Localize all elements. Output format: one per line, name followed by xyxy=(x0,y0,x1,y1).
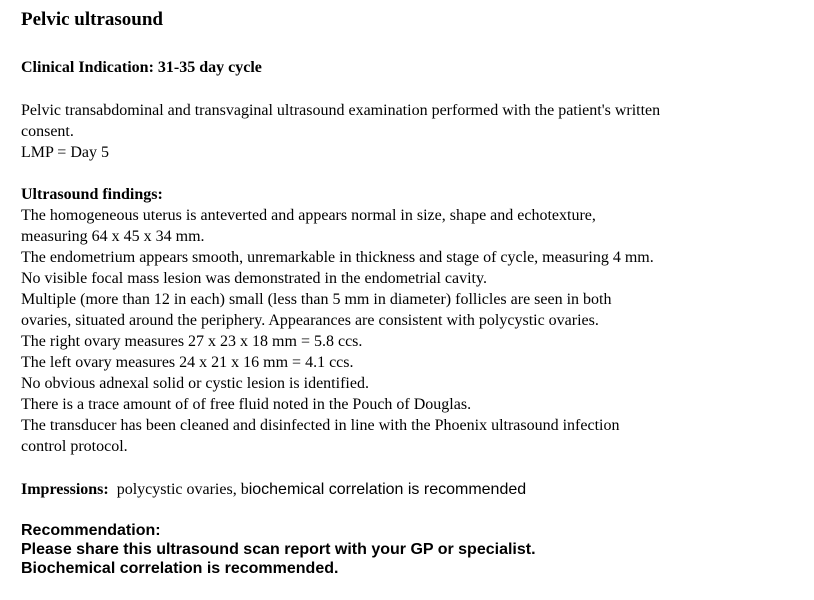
impressions-text-sans: iochemical correlation is recommended xyxy=(248,481,527,498)
intro-line: consent. xyxy=(21,123,74,140)
finding-line: There is a trace amount of of free fluid noted in the Pouch of Douglas. xyxy=(21,396,472,413)
impressions-text-serif: polycystic ovaries, b xyxy=(116,481,249,498)
recommendation-section xyxy=(21,521,536,578)
finding-line: The transducer has been cleaned and disinfected in line with the Phoenix ultrasound infection xyxy=(21,417,620,434)
report-title: Pelvic ultrasound xyxy=(21,9,163,30)
recommendation-line: Please share this ultrasound scan report with your GP or specialist. xyxy=(21,541,536,558)
recommendation-heading: Recommendation: xyxy=(21,522,161,539)
finding-line: ovaries, situated around the periphery. Appearances are consistent with polycystic ovaries. xyxy=(21,312,599,329)
impressions-line xyxy=(21,479,526,500)
clinical-indication: Clinical Indication: 31-35 day cycle xyxy=(21,59,262,76)
finding-line: control protocol. xyxy=(21,438,128,455)
findings-heading: Ultrasound findings: xyxy=(21,186,163,203)
intro-line: Pelvic transabdominal and transvaginal ultrasound examination performed with the patient's written xyxy=(21,102,661,119)
finding-line: Multiple (more than 12 in each) small (less than 5 mm in diameter) follicles are seen in both xyxy=(21,291,612,308)
finding-line: The homogeneous uterus is anteverted and appears normal in size, shape and echotexture, xyxy=(21,207,596,224)
finding-line: The right ovary measures 27 x 23 x 18 mm = 5.8 ccs. xyxy=(21,333,363,350)
impressions-label: Impressions: xyxy=(21,481,109,498)
finding-line: measuring 64 x 45 x 34 mm. xyxy=(21,228,205,245)
findings-section xyxy=(21,184,801,457)
finding-line: No obvious adnexal solid or cystic lesion is identified. xyxy=(21,375,369,392)
finding-line: The endometrium appears smooth, unremarkable in thickness and stage of cycle, measuring 4 mm. xyxy=(21,249,654,266)
lmp-line: LMP = Day 5 xyxy=(21,144,109,161)
recommendation-line: Biochemical correlation is recommended. xyxy=(21,560,339,577)
intro-section xyxy=(21,100,801,163)
finding-line: No visible focal mass lesion was demonstrated in the endometrial cavity. xyxy=(21,270,487,287)
finding-line: The left ovary measures 24 x 21 x 16 mm = 4.1 ccs. xyxy=(21,354,354,371)
